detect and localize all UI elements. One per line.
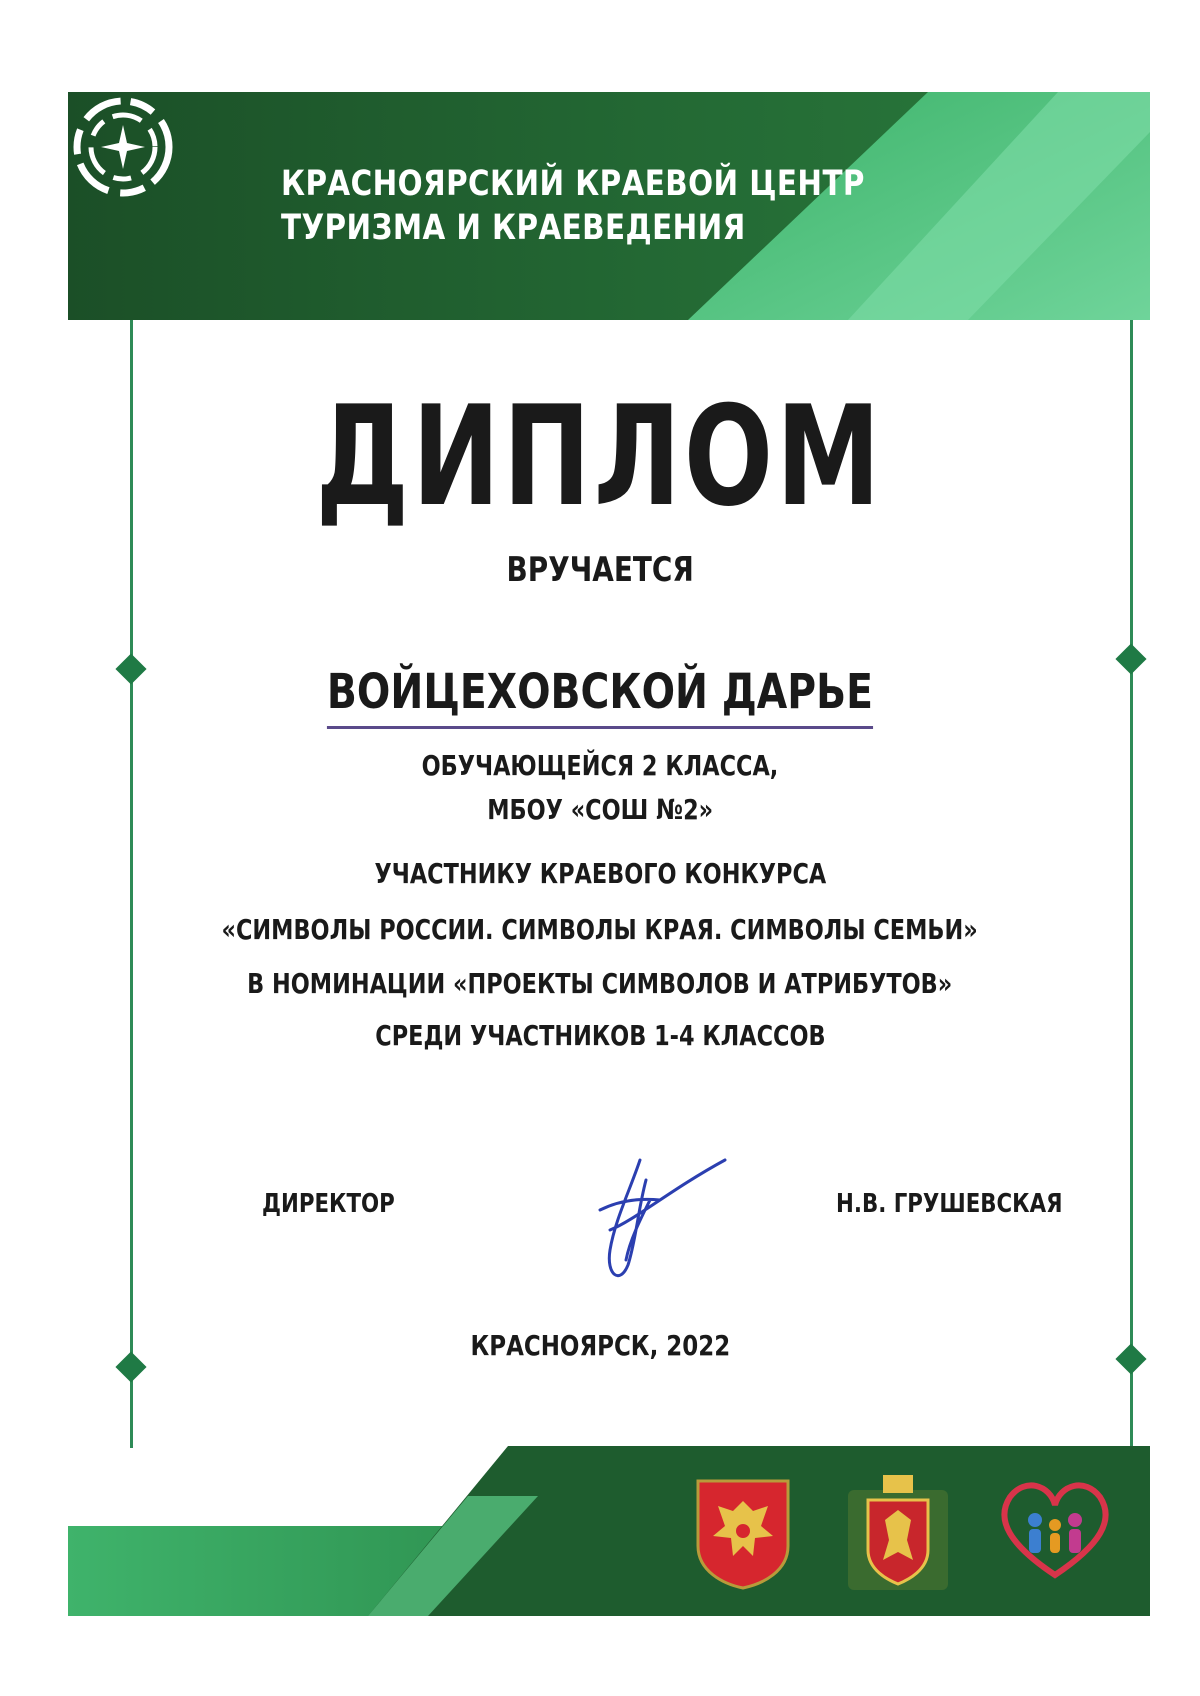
organization-name: [281, 162, 865, 250]
participants-line: СРЕДИ УЧАСТНИКОВ 1-4 КЛАССОВ: [374, 1019, 826, 1052]
class-line: ОБУЧАЮЩЕЙСЯ 2 КЛАССА,: [421, 749, 779, 782]
handwritten-signature: [580, 1140, 730, 1300]
school-line: МБОУ «СОШ №2»: [487, 793, 713, 826]
diploma-title: ДИПЛОМ: [316, 376, 884, 537]
nomination-line: В НОМИНАЦИИ «ПРОЕКТЫ СИМВОЛОВ И АТРИБУТОВ»: [247, 967, 953, 1000]
header-banner: [68, 92, 1150, 320]
org-name-line2: ТУРИЗМА И КРАЕВЕДЕНИЯ: [281, 208, 746, 248]
director-name: Н.В. ГРУШЕВСКАЯ: [836, 1189, 1063, 1219]
footer-banner-graphic: [68, 1446, 1150, 1616]
center-logo-icon: [68, 92, 178, 202]
krasnoyarsk-krai-coat-of-arms-icon: [843, 1470, 953, 1595]
place-year: КРАСНОЯРСК, 2022: [470, 1329, 730, 1362]
director-role: ДИРЕКТОР: [262, 1189, 395, 1219]
russia-coat-of-arms-icon: [693, 1476, 793, 1591]
contest-line: УЧАСТНИКУ КРАЕВОГО КОНКУРСА: [374, 857, 826, 890]
family-heart-icon: [990, 1475, 1120, 1585]
org-name-line1: КРАСНОЯРСКИЙ КРАЕВОЙ ЦЕНТР: [281, 164, 865, 204]
contest-title-line: «СИМВОЛЫ РОССИИ. СИМВОЛЫ КРАЯ. СИМВОЛЫ СЕМЬИ»: [221, 913, 979, 946]
footer-banner: [68, 1446, 1150, 1616]
recipient-name: ВОЙЦЕХОВСКОЙ ДАРЬЕ: [0, 660, 1200, 729]
presented-label: ВРУЧАЕТСЯ: [506, 550, 694, 590]
